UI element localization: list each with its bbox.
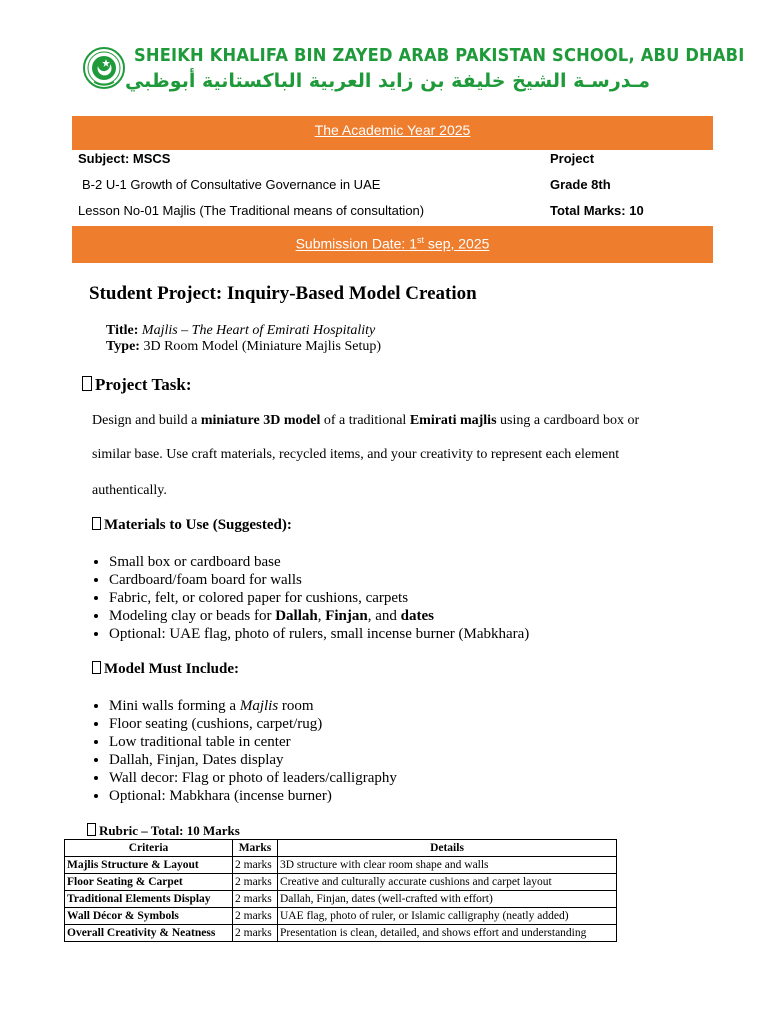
- model-include-heading: Model Must Include:: [92, 661, 239, 678]
- list-item: • Optional: Mabkhara (incense burner): [109, 787, 397, 805]
- list-item: • Wall decor: Flag or photo of leaders/calligraphy: [109, 769, 397, 787]
- criteria-cell: Traditional Elements Display: [65, 891, 233, 908]
- school-crest-icon: [82, 44, 126, 92]
- list-item: • Cardboard/foam board for walls: [109, 571, 529, 589]
- missing-glyph-icon: [92, 517, 101, 530]
- marks-cell: 2 marks: [233, 891, 278, 908]
- missing-glyph-icon: [92, 661, 101, 674]
- task-paragraph-line-3: authentically.: [92, 483, 167, 498]
- rubric-table: [64, 839, 617, 942]
- marks-cell: 2 marks: [233, 925, 278, 942]
- table-row: [65, 925, 617, 942]
- marks-cell: 2 marks: [233, 857, 278, 874]
- materials-list: [88, 553, 529, 643]
- project-title-line: Title: Majlis – The Heart of Emirati Hospitality: [106, 323, 376, 338]
- project-type-line: Type: 3D Room Model (Miniature Majlis Setup): [106, 339, 382, 354]
- unit-label: B-2 U-1 Growth of Consultative Governance in UAE: [82, 177, 381, 192]
- criteria-cell: Overall Creativity & Neatness: [65, 925, 233, 942]
- column-header: Criteria: [65, 840, 233, 857]
- model-include-list: [88, 697, 397, 805]
- marks-cell: 2 marks: [233, 874, 278, 891]
- academic-year-banner: The Academic Year 2025: [72, 116, 713, 150]
- details-cell: Creative and culturally accurate cushions and carpet layout: [278, 874, 617, 891]
- list-item: • Dallah, Finjan, Dates display: [109, 751, 397, 769]
- table-row: [65, 874, 617, 891]
- missing-glyph-icon: [87, 823, 96, 836]
- submission-date-banner: Submission Date: 1st sep, 2025: [72, 226, 713, 263]
- details-cell: Dallah, Finjan, dates (well-crafted with effort): [278, 891, 617, 908]
- details-cell: Presentation is clean, detailed, and shows effort and understanding: [278, 925, 617, 942]
- list-item: • Small box or cardboard base: [109, 553, 529, 571]
- lesson-label: Lesson No-01 Majlis (The Traditional means of consultation): [78, 203, 425, 218]
- list-item: • Optional: UAE flag, photo of rulers, small incense burner (Mabkhara): [109, 625, 529, 643]
- list-item: • Modeling clay or beads for Dallah, Finjan, and dates: [109, 607, 529, 625]
- details-cell: 3D structure with clear room shape and walls: [278, 857, 617, 874]
- task-paragraph-line-1: Design and build a miniature 3D model of a traditional Emirati majlis using a cardboard box or: [92, 413, 640, 428]
- list-item: • Fabric, felt, or colored paper for cushions, carpets: [109, 589, 529, 607]
- subject-label: Subject: MSCS: [78, 151, 171, 166]
- task-paragraph-line-2: similar base. Use craft materials, recycled items, and your creativity to represent each element: [92, 447, 620, 462]
- table-header-row: [65, 840, 617, 857]
- criteria-cell: Wall Décor & Symbols: [65, 908, 233, 925]
- grade-label: Grade 8th: [550, 177, 611, 192]
- column-header: Marks: [233, 840, 278, 857]
- criteria-cell: Majlis Structure & Layout: [65, 857, 233, 874]
- list-item: • Floor seating (cushions, carpet/rug): [109, 715, 397, 733]
- materials-heading: Materials to Use (Suggested):: [92, 517, 292, 534]
- list-item: • Mini walls forming a Majlis room: [109, 697, 397, 715]
- column-header: Details: [278, 840, 617, 857]
- table-row: [65, 857, 617, 874]
- missing-glyph-icon: [82, 376, 92, 391]
- project-task-heading: Project Task:: [82, 375, 192, 395]
- table-row: [65, 891, 617, 908]
- list-item: • Low traditional table in center: [109, 733, 397, 751]
- marks-cell: 2 marks: [233, 908, 278, 925]
- project-label: Project: [550, 151, 595, 166]
- school-name-english: SHEIKH KHALIFA BIN ZAYED ARAB PAKISTAN SCHOOL, ABU DHABI: [134, 46, 745, 66]
- table-row: [65, 908, 617, 925]
- school-name-arabic: مـدرسـة الشيخ خليفة بن زايد العربية الباكستانية أبوظبي: [124, 70, 650, 92]
- criteria-cell: Floor Seating & Carpet: [65, 874, 233, 891]
- project-heading: Student Project: Inquiry-Based Model Creation: [89, 283, 477, 304]
- rubric-heading: Rubric – Total: 10 Marks: [87, 823, 240, 839]
- total-marks-label: Total Marks: 10: [550, 203, 644, 218]
- details-cell: UAE flag, photo of ruler, or Islamic calligraphy (neatly added): [278, 908, 617, 925]
